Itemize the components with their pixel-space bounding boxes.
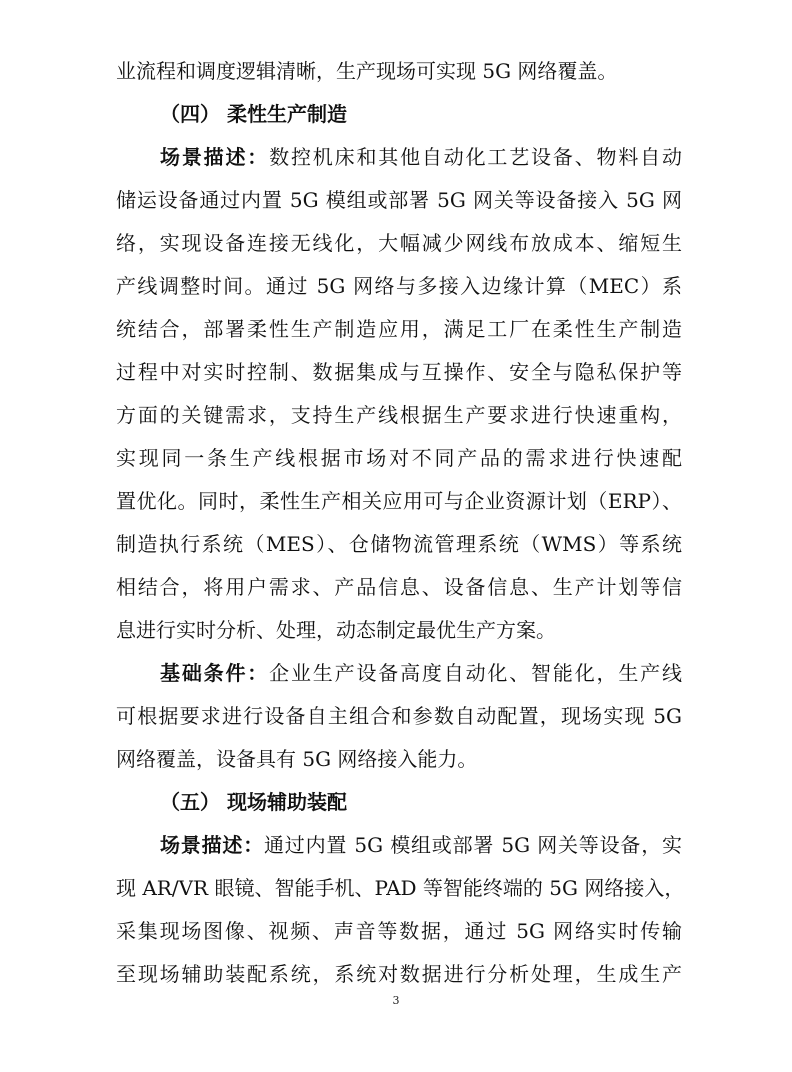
paragraph-line (116, 308, 682, 351)
basic-conditions-label: 基础条件： (160, 661, 270, 685)
paragraph-line (116, 609, 682, 652)
paragraph-line (116, 351, 682, 394)
paragraph-line (116, 695, 682, 738)
line-text: 络，实现设备连接无线化，大幅减少网线布放成本、缩短生 (116, 231, 682, 255)
line-text: 企业生产设备高度自动化、智能化，生产线 (269, 661, 683, 685)
line-text: 置优化。同时，柔性生产相关应用可与企业资源计划（ERP）、 (116, 489, 682, 513)
scene-description-label: 场景描述： (160, 145, 270, 169)
line-text: 产线调整时间。通过 5G 网络与多接入边缘计算（MEC）系 (116, 274, 682, 298)
line-text: 过程中对实时控制、数据集成与互操作、安全与隐私保护等 (116, 360, 682, 384)
paragraph-line (116, 867, 685, 910)
paragraph-line (116, 179, 682, 222)
line-text: 储运设备通过内置 5G 模组或部署 5G 网关等设备接入 5G 网 (116, 188, 682, 212)
paragraph-line (116, 738, 682, 781)
line-text: 方面的关键需求，支持生产线根据生产要求进行快速重构， (116, 403, 682, 427)
line-text: 息进行实时分析、处理，动态制定最优生产方案。 (116, 618, 556, 642)
paragraph-line (116, 437, 682, 480)
line-text: 数控机床和其他自动化工艺设备、物料自动 (269, 145, 683, 169)
line-text: 制造执行系统（MES）、仓储物流管理系统（WMS）等系统 (116, 532, 682, 556)
heading-text: （四） 柔性生产制造 (160, 102, 347, 126)
line-text: 通过内置 5G 模组或部署 5G 网关等设备，实 (264, 833, 682, 857)
line-text: 采集现场图像、视频、声音等数据，通过 5G 网络实时传输 (116, 919, 682, 943)
paragraph-line (116, 953, 682, 996)
paragraph-line (116, 265, 682, 308)
paragraph-line (116, 50, 682, 93)
document-body (116, 50, 685, 996)
page-number: 3 (392, 994, 400, 1007)
paragraph-line (116, 222, 682, 265)
line-text: 至现场辅助装配系统，系统对数据进行分析处理，生成生产 (116, 962, 682, 986)
heading-text: （五） 现场辅助装配 (160, 790, 347, 814)
scene-description-label: 场景描述： (160, 833, 264, 857)
paragraph-line (116, 652, 682, 695)
line-text: 统结合，部署柔性生产制造应用，满足工厂在柔性生产制造 (116, 317, 682, 341)
line-text: 业流程和调度逻辑清晰，生产现场可实现 5G 网络覆盖。 (116, 59, 618, 83)
paragraph-line (116, 480, 682, 523)
line-text: 可根据要求进行设备自主组合和参数自动配置，现场实现 5G (116, 704, 682, 728)
paragraph-line (116, 824, 682, 867)
line-text: 相结合，将用户需求、产品信息、设备信息、生产计划等信 (116, 575, 682, 599)
paragraph-line (116, 566, 682, 609)
section-heading-4 (116, 93, 682, 136)
paragraph-line (116, 910, 682, 953)
line-text: 现 AR/VR 眼镜、智能手机、PAD 等智能终端的 5G 网络接入， (116, 876, 685, 900)
paragraph-line (116, 523, 682, 566)
paragraph-line (116, 136, 682, 179)
paragraph-line (116, 394, 682, 437)
line-text: 实现同一条生产线根据市场对不同产品的需求进行快速配 (116, 446, 682, 470)
line-text: 网络覆盖，设备具有 5G 网络接入能力。 (116, 747, 478, 771)
section-heading-5 (116, 781, 682, 824)
